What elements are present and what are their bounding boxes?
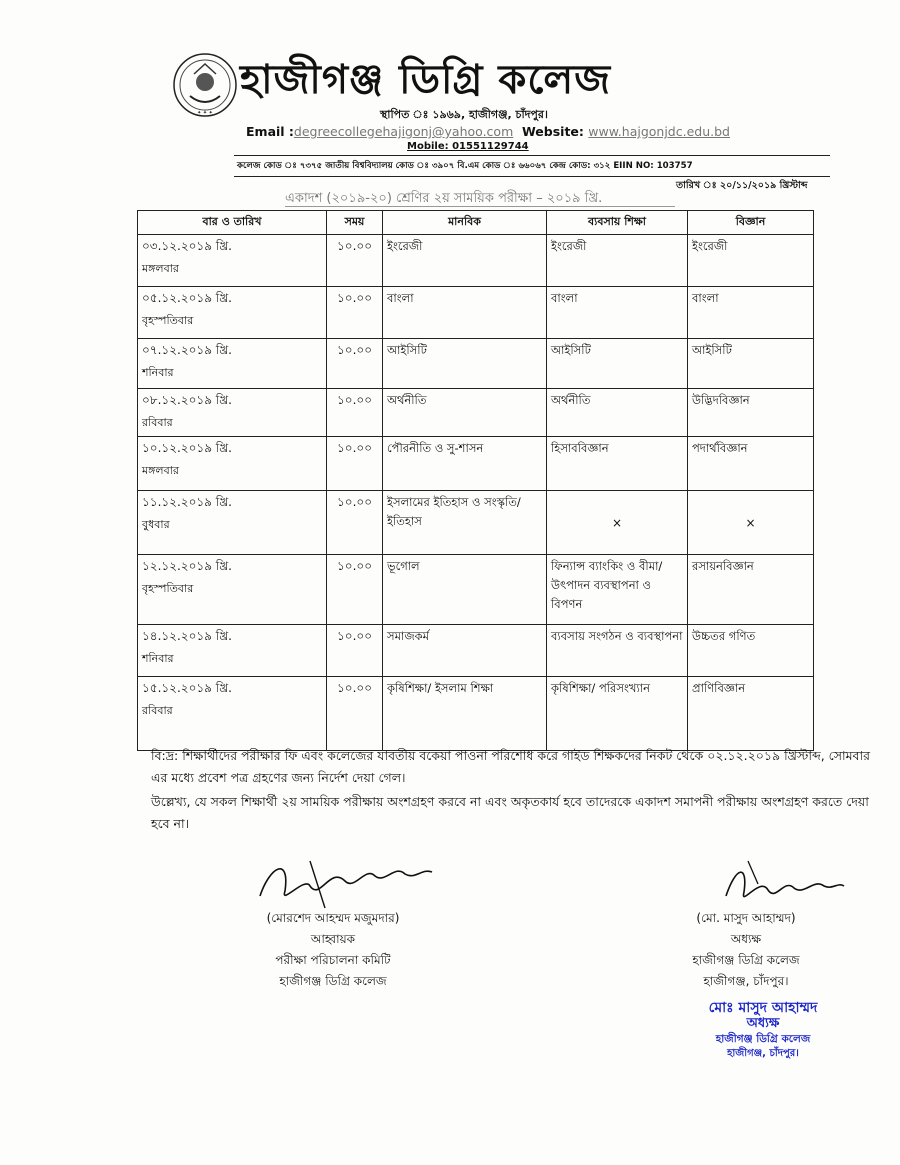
website-link[interactable]: www.hajgonjdc.edu.bd: [588, 124, 730, 139]
table-row: [138, 287, 814, 339]
stamp-college: হাজীগঞ্জ ডিগ্রি কলেজ: [715, 1033, 811, 1045]
table-row: [138, 389, 814, 437]
science-cell: আইসিটি: [688, 339, 814, 389]
science-cell: রসায়নবিজ্ঞান: [688, 555, 814, 625]
principal-signature-block: [672, 908, 820, 992]
exam-day: মঙ্গলবার: [142, 262, 179, 275]
date-cell: [138, 491, 327, 555]
note-paragraph: উল্লেখ্য, যে সকল শিক্ষার্থী ২য় সাময়িক পরীক্ষায় অংশগ্রহণ করবে না এবং অকৃতকার্য হবে তাদেরকে একাদশ সমাপনী পরীক্ষায় অংশগ্রহণ করতে দেয়া হবে না।: [151, 794, 869, 831]
science-cell: বাংলা: [688, 287, 814, 339]
table-row: [138, 437, 814, 491]
date-cell: [138, 437, 327, 491]
date-cell: [138, 235, 327, 287]
date-cell: [138, 677, 327, 751]
stamp-name: মোঃ মাসুদ আহাম্মদ: [708, 1000, 818, 1016]
header-divider: [234, 155, 830, 156]
time-cell: ১০.০০: [327, 287, 383, 339]
signatory-title: আহ্বায়ক: [310, 932, 356, 946]
humanities-cell: ইংরেজী: [383, 235, 547, 287]
business-cell: কৃষিশিক্ষা/ পরিসংখ্যান: [547, 677, 688, 751]
exam-day: মঙ্গলবার: [142, 464, 179, 477]
exam-date: ১২.১২.২০১৯ খ্রি.: [142, 559, 232, 573]
science-cell: ×: [688, 491, 814, 555]
college-crest-logo: [172, 52, 238, 118]
date-cell: [138, 339, 327, 389]
date-cell: [138, 625, 327, 677]
title-underline: [285, 206, 675, 207]
business-cell: অর্থনীতি: [547, 389, 688, 437]
column-header: বিজ্ঞান: [688, 211, 814, 235]
time-cell: ১০.০০: [327, 677, 383, 751]
exam-day: বৃহস্পতিবার: [142, 582, 194, 595]
signatory-place: হাজীগঞ্জ, চাঁদপুর।: [703, 974, 789, 988]
business-cell: ×: [547, 491, 688, 555]
contact-line: [246, 124, 730, 139]
mobile-number: Mobile: 01551129744: [407, 141, 529, 152]
exam-date: ১০.১২.২০১৯ খ্রি.: [142, 441, 232, 455]
humanities-cell: সমাজকর্ম: [383, 625, 547, 677]
humanities-cell: কৃষিশিক্ষা/ ইসলাম শিক্ষা: [383, 677, 547, 751]
business-cell: ফিন্যান্স ব্যাংকিং ও বীমা/উৎপাদন ব্যবস্থাপনা ও বিপণন: [547, 555, 688, 625]
signatory-title: অধ্যক্ষ: [730, 932, 762, 946]
signatory-college: হাজীগঞ্জ ডিগ্রি কলেজ: [692, 953, 800, 967]
science-cell: পদার্থবিজ্ঞান: [688, 437, 814, 491]
email-link[interactable]: degreecollegehajigonj@yahoo.com: [293, 124, 514, 139]
business-cell: বাংলা: [547, 287, 688, 339]
exam-date: ১১.১২.২০১৯ খ্রি.: [142, 495, 232, 509]
exam-day: বুধবার: [142, 518, 170, 531]
humanities-cell: পৌরনীতি ও সু-শাসন: [383, 437, 547, 491]
business-cell: হিসাববিজ্ঞান: [547, 437, 688, 491]
exam-day: বৃহস্পতিবার: [142, 314, 194, 327]
date-cell: [138, 555, 327, 625]
signatory-committee: পরীক্ষা পরিচালনা কমিটি: [275, 953, 391, 967]
exam-day: রবিবার: [142, 704, 173, 717]
science-cell: উদ্ভিদবিজ্ঞান: [688, 389, 814, 437]
time-cell: ১০.০০: [327, 555, 383, 625]
exam-date: ০৩.১২.২০১৯ খ্রি.: [142, 239, 232, 253]
humanities-cell: আইসিটি: [383, 339, 547, 389]
college-name: হাজীগঞ্জ ডিগ্রি কলেজ: [240, 57, 612, 103]
table-row: [138, 625, 814, 677]
signatory-name: (মো. মাসুদ আহাম্মদ): [696, 911, 796, 925]
exam-date: ০৭.১২.২০১৯ খ্রি.: [142, 343, 232, 357]
science-cell: প্রাণিবিজ্ঞান: [688, 677, 814, 751]
table-row: [138, 235, 814, 287]
issue-date: তারিখ ঃ ২০/১১/২০১৯ খ্রিস্টাব্দ: [676, 180, 808, 191]
time-cell: ১০.০০: [327, 389, 383, 437]
signatory-college: হাজীগঞ্জ ডিগ্রি কলেজ: [279, 974, 387, 988]
column-header: সময়: [327, 211, 383, 235]
table-row: [138, 491, 814, 555]
signatory-name: (মোরশেদ আহম্মদ মজুমদার): [266, 911, 400, 925]
column-header: বার ও তারিখ: [138, 211, 327, 235]
note-paragraph: বি:দ্র: শিক্ষার্থীদের পরীক্ষার ফি এবং কলেজের যাবতীয় বকেয়া পাওনা পরিশোধ করে গাইড শিক্ষকদের নিকট থেকে ০২.১২.২০১৯ খ্রিস্টাব্দ, সোমবার এর মধ্যে প্রবেশ পত্র গ্রহণের জন্য নির্দেশ দেয়া গেল।: [151, 748, 871, 785]
date-cell: [138, 287, 327, 339]
time-cell: ১০.০০: [327, 491, 383, 555]
science-cell: উচ্চতর গণিত: [688, 625, 814, 677]
stamp-place: হাজীগঞ্জ, চাঁদপুর।: [727, 1048, 799, 1059]
exam-day: শনিবার: [142, 652, 174, 665]
humanities-cell: অর্থনীতি: [383, 389, 547, 437]
header-divider: [234, 176, 830, 177]
humanities-cell: ইসলামের ইতিহাস ও সংস্কৃতি/ইতিহাস: [383, 491, 547, 555]
exam-title: একাদশ (২০১৯-২০) শ্রেণির ২য় সাময়িক পরীক্ষা – ২০১৯ খ্রি.: [285, 191, 603, 206]
column-header: মানবিক: [383, 211, 547, 235]
convener-signature: [250, 846, 440, 916]
notice-text: [151, 745, 871, 835]
humanities-cell: ভূগোল: [383, 555, 547, 625]
exam-date: ১৪.১২.২০১৯ খ্রি.: [142, 629, 232, 643]
table-row: [138, 339, 814, 389]
exam-date: ০৫.১২.২০১৯ খ্রি.: [142, 291, 232, 305]
official-stamp: [678, 1000, 848, 1061]
email-label: Email :: [246, 124, 294, 139]
stamp-title: অধ্যক্ষ: [746, 1016, 780, 1031]
exam-day: রবিবার: [142, 416, 173, 429]
business-cell: আইসিটি: [547, 339, 688, 389]
exam-date: ০৮.১২.২০১৯ খ্রি.: [142, 393, 232, 407]
exam-date: ১৫.১২.২০১৯ খ্রি.: [142, 681, 232, 695]
convener-signature-block: [238, 908, 428, 992]
business-cell: ইংরেজী: [547, 235, 688, 287]
svg-text:✦ ✦ ✦: ✦ ✦ ✦: [197, 110, 213, 116]
institution-codes: কলেজ কোড ঃ ৭৩৭৫ জাতীয় বিশ্ববিদ্যালয় কোড ঃ ৩৯০৭ বি.এম কোড ঃ ৬৬০৬৭ কেন্দ্র কোড: ৩১২ EIIN NO: 103757: [237, 161, 693, 171]
exam-day: শনিবার: [142, 366, 174, 379]
column-header: ব্যবসায় শিক্ষা: [547, 211, 688, 235]
business-cell: ব্যবসায় সংগঠন ও ব্যবস্থাপনা: [547, 625, 688, 677]
science-cell: ইংরেজী: [688, 235, 814, 287]
table-header-row: [138, 211, 814, 235]
exam-routine-table: [137, 210, 814, 751]
principal-signature: [718, 856, 848, 916]
time-cell: ১০.০০: [327, 339, 383, 389]
table-row: [138, 555, 814, 625]
humanities-cell: বাংলা: [383, 287, 547, 339]
time-cell: ১০.০০: [327, 235, 383, 287]
time-cell: ১০.০০: [327, 437, 383, 491]
date-cell: [138, 389, 327, 437]
website-label: Website:: [521, 124, 584, 139]
table-row: [138, 677, 814, 751]
time-cell: ১০.০০: [327, 625, 383, 677]
established-line: স্থাপিত ঃ ১৯৬৯, হাজীগঞ্জ, চাঁদপুর।: [380, 108, 548, 121]
